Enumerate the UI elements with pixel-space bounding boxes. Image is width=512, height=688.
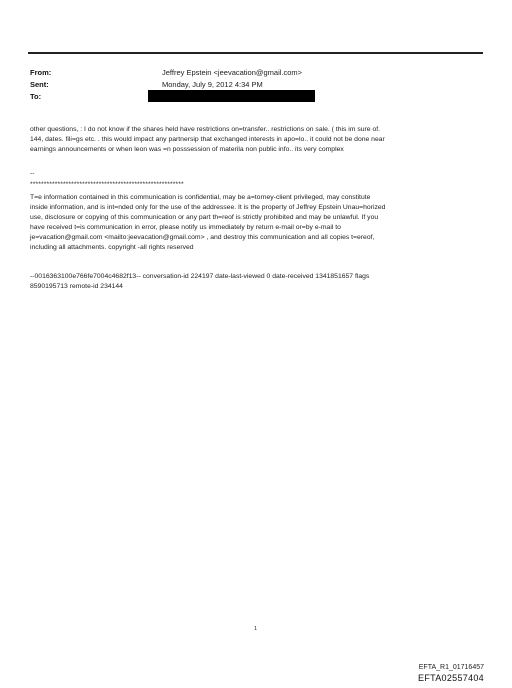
disclaimer-line: use, disclosure or copying of this communication or any part th=reof is strictly prohibited and may be unlawful. If you (30, 214, 379, 221)
page-number: 1 (254, 626, 258, 632)
bates-number-small: EFTA_R1_01716457 (418, 664, 484, 671)
body-line: other questions, : I do not know if the shares held have restrictions on=transfer.. restrictions on sale. ( this im sure of. (30, 126, 381, 133)
header-rule (28, 52, 483, 54)
email-body (30, 125, 485, 155)
metadata-line: --0016363100e766fe7004c4682f13-- conversation-id 224197 date-last-viewed 0 date-received 1341851657 flags (30, 273, 370, 280)
disclaimer (30, 193, 485, 253)
disclaimer-line: T=e information contained in this communication is confidential, may be a=torney-client privileged, may constitute (30, 194, 371, 201)
disclaimer-line: including all attachments. copyright -all rights reserved (30, 244, 194, 251)
sent-label: Sent: (30, 80, 49, 89)
bates-number-large: EFTA02557404 (418, 673, 484, 683)
message-metadata (30, 272, 485, 292)
sent-value: Monday, July 9, 2012 4:34 PM (162, 80, 263, 89)
to-label: To: (30, 92, 42, 101)
disclaimer-line: inside information, and is int=nded only for the use of the addressee. It is the property of Jeffrey Epstein Unau=horized (30, 204, 386, 211)
separator-stars: ******************************************************** (30, 181, 184, 188)
body-line: earnings announcements or when leon was =n posssession of materila non public info.. its very complex (30, 146, 344, 153)
from-value: Jeffrey Epstein <jeevacation@gmail.com> (162, 68, 303, 77)
separator-dashes: -- (30, 170, 35, 177)
body-line: 144, dates. fili=gs etc. . this would impact any partnersip that exchanged interests in apo=lo.. it could not be done near (30, 136, 385, 143)
redaction-bar (148, 90, 315, 102)
metadata-line: 8590195713 remote-id 234144 (30, 283, 123, 290)
from-label: From: (30, 68, 52, 77)
disclaimer-line: have received t=is communication in error, please notify us immediately by return e-mail or=by e-mail to (30, 224, 341, 231)
disclaimer-line: je=vacation@gmail.com <mailto:jeevacation@gmail.com> , and destroy this communication and all copies t=ereof, (30, 234, 375, 241)
